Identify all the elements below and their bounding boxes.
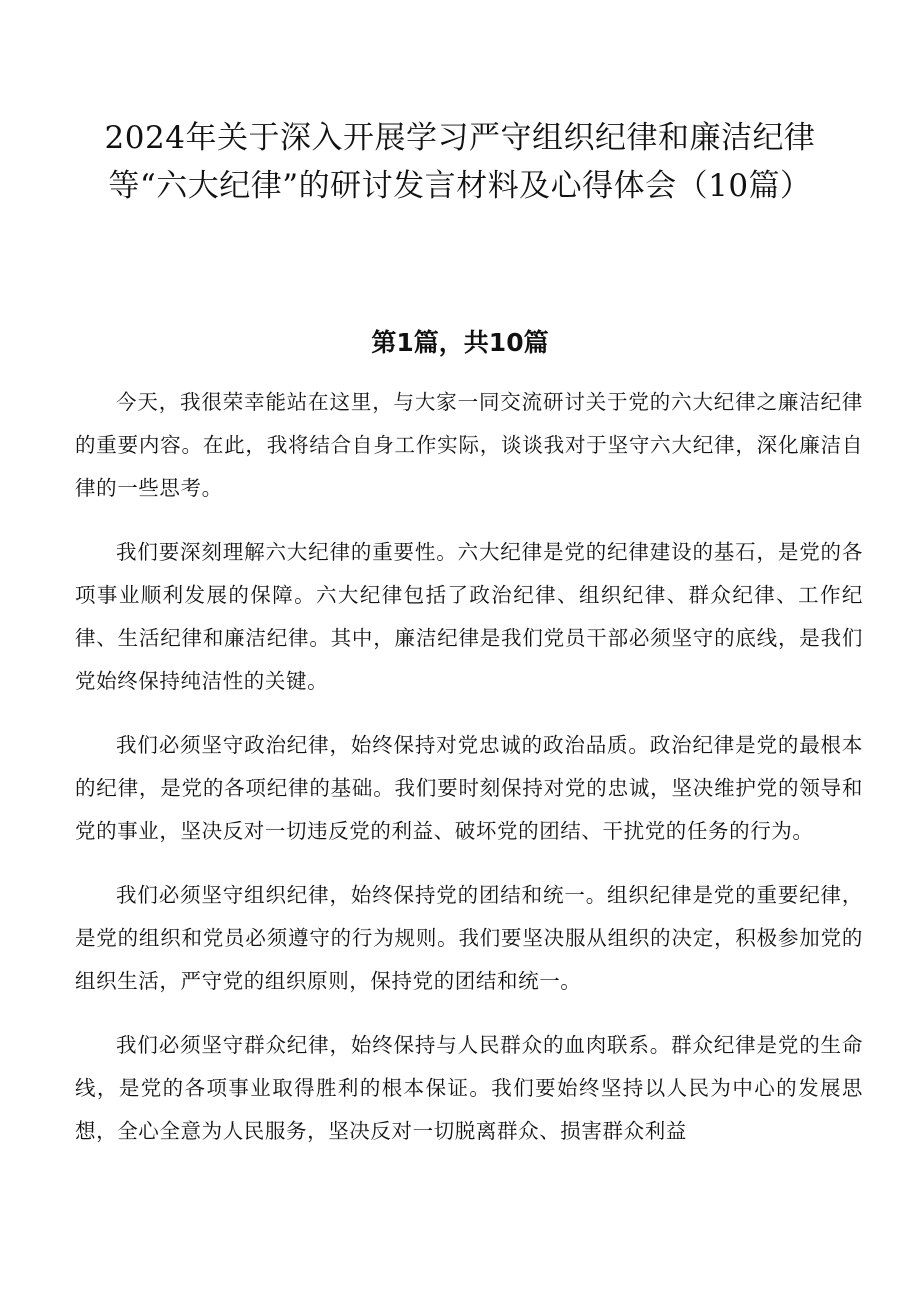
paragraph: 我们必须坚守群众纪律，始终保持与人民群众的血肉联系。群众纪律是党的生命线，是党的各项事业取得胜利的根本保证。我们要始终坚持以人民为中心的发展思想，全心全意为人民服务，坚决反对一切脱离群众、损害群众利益	[75, 1033, 863, 1143]
document-body	[75, 381, 863, 1174]
paragraph: 今天，我很荣幸能站在这里，与大家一同交流研讨关于党的六大纪律之廉洁纪律的重要内容。在此，我将结合自身工作实际，谈谈我对于坚守六大纪律，深化廉洁自律的一些思考。	[75, 390, 863, 500]
paragraph: 我们要深刻理解六大纪律的重要性。六大纪律是党的纪律建设的基石，是党的各项事业顺利发展的保障。六大纪律包括了政治纪律、组织纪律、群众纪律、工作纪律、生活纪律和廉洁纪律。其中，廉洁纪律是我们党员干部必须坚守的底线，是我们党始终保持纯洁性的关键。	[75, 540, 863, 693]
paragraph: 我们必须坚守政治纪律，始终保持对党忠诚的政治品质。政治纪律是党的最根本的纪律，是党的各项纪律的基础。我们要时刻保持对党的忠诚，坚决维护党的领导和党的事业，坚决反对一切违反党的利益、破坏党的团结、干扰党的任务的行为。	[75, 733, 863, 843]
paragraph: 我们必须坚守组织纪律，始终保持党的团结和统一。组织纪律是党的重要纪律，是党的组织和党员必须遵守的行为规则。我们要坚决服从组织的决定，积极参加党的组织生活，严守党的组织原则，保持党的团结和统一。	[75, 883, 863, 993]
section-heading: 第1篇，共10篇	[371, 328, 549, 357]
document-title: 2024年关于深入开展学习严守组织纪律和廉洁纪律等“六大纪律”的研讨发言材料及心得体会（10篇）	[104, 120, 816, 204]
